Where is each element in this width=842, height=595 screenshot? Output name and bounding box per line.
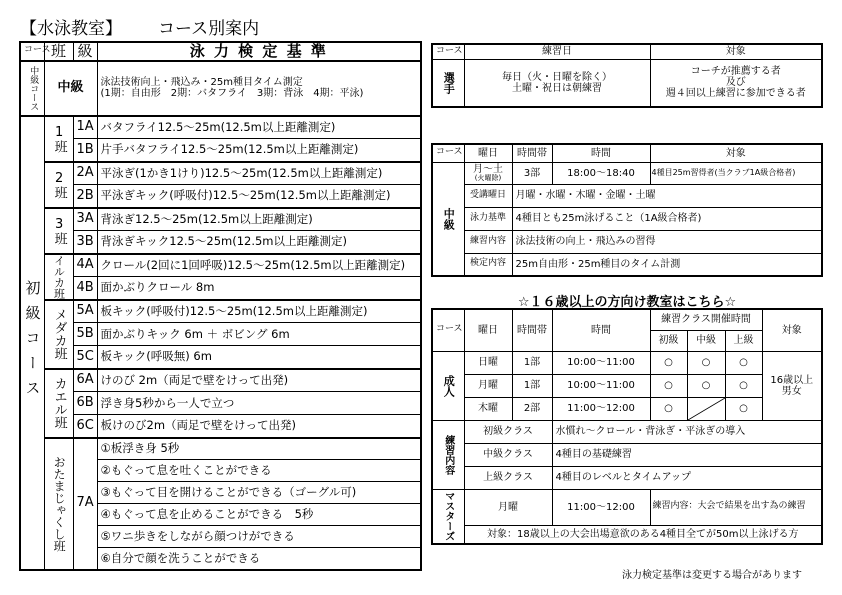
adult-r3-time: 11:00～12:00 <box>552 397 650 420</box>
chukyu-standard-l2: (1期：自由形 2期：バタフライ 3期：背泳 4期：平泳) <box>100 88 364 99</box>
masters-course: マスターズ <box>432 489 464 544</box>
chukyu-standard <box>97 61 421 116</box>
han-3: 3班 <box>44 208 73 254</box>
std-3a: 背泳ぎ12.5～25m(12.5m以上距離測定) <box>97 208 421 231</box>
footnote: 泳力検定基準は変更する場合があります <box>622 570 802 581</box>
kyu-2a: 2A <box>73 162 97 185</box>
adult-r3-u: ○ <box>725 397 762 420</box>
han-iruka: イルカ班 <box>44 254 73 300</box>
chu-day-note: (火曜除) <box>474 173 502 182</box>
adult-r3-b: ○ <box>650 397 687 420</box>
practice-cls-2: 中級クラス <box>464 443 552 466</box>
kyu-7a: 7A <box>73 438 97 570</box>
std-6c: 板けのび2m（両足で壁をけって出発) <box>97 415 421 438</box>
chu-hdr-time: 時間 <box>552 144 650 162</box>
adult-r2-b: ○ <box>650 374 687 397</box>
adult-r2-m: ○ <box>687 374 725 397</box>
std-5c: 板キック(呼吸無) 6m <box>97 346 421 369</box>
kyu-6a: 6A <box>73 369 97 392</box>
adult-r1-b: ○ <box>650 351 687 374</box>
senshu-table <box>431 43 823 108</box>
adult-r2-day: 月曜 <box>464 374 512 397</box>
hdr-kyu: 級 <box>73 42 97 61</box>
senshu-target-l3: 週４回以上練習に参加できる者 <box>665 88 806 100</box>
kyu-5c: 5C <box>73 346 97 369</box>
han-1: 1班 <box>44 116 73 162</box>
otama-item-3: ③もぐって目を開けることができる（ゴーグル可) <box>97 482 421 504</box>
std-5a: 板キック(呼吸付)12.5～25m(12.5m以上距離測定) <box>97 300 421 323</box>
adult-course: 成人 <box>432 351 464 420</box>
chukyu-kyu: 中級 <box>44 61 97 116</box>
std-4a: クロール(2回に1回呼吸)12.5～25m(12.5m以上距離測定) <box>97 254 421 277</box>
masters-content: 練習内容：大会で結果を出す為の練習 <box>650 489 822 525</box>
chu-slot: 3部 <box>512 162 552 184</box>
adult-r1-day: 日曜 <box>464 351 512 374</box>
chu-row2-label: 泳力基準 <box>464 207 512 230</box>
kyu-3a: 3A <box>73 208 97 231</box>
std-6a: けのび 2m（両足で壁をけって出発) <box>97 369 421 392</box>
senshu-target-l2: 及び <box>725 77 746 89</box>
std-1a: バタフライ12.5～25m(12.5m以上距離測定) <box>97 116 421 139</box>
adult-r2-slot: 1部 <box>512 374 552 397</box>
adult-hdr-upper: 上級 <box>725 330 762 351</box>
hdr-han: 班 <box>44 42 73 61</box>
kyu-6c: 6C <box>73 415 97 438</box>
masters-target: 対象：18歳以上の大会出場意欲のある4種目全てが50m以上泳げる方 <box>464 525 822 544</box>
kyu-4a: 4A <box>73 254 97 277</box>
title-sub: コース別案内 <box>158 19 260 39</box>
std-2b: 平泳ぎキック(呼吸付)12.5～25m(12.5m以上距離測定) <box>97 185 421 208</box>
kyu-3b: 3B <box>73 231 97 254</box>
otama-item-6: ⑥自分で顔を洗うことができる <box>97 548 421 570</box>
chu-row3-value: 泳法技術の向上・飛込みの習得 <box>512 230 822 253</box>
shokyu-course: 初級コース <box>20 116 44 570</box>
chu-hdr-course: コース <box>432 144 464 162</box>
chu-hdr-slot: 時間帯 <box>512 144 552 162</box>
kyu-6b: 6B <box>73 392 97 415</box>
adult-r1-slot: 1部 <box>512 351 552 374</box>
chu-row3-label: 練習内容 <box>464 230 512 253</box>
adult-hdr-course: コース <box>432 309 464 351</box>
practice-text-1: 水慣れ～クロール・背泳ぎ・平泳ぎの導入 <box>552 420 822 443</box>
adult-r2-u: ○ <box>725 374 762 397</box>
senshu-day-l1: 毎日（火・日曜を除く） <box>502 71 612 83</box>
otama-item-4: ④もぐって息を止めることができる 5秒 <box>97 504 421 526</box>
otama-item-2: ②もぐって息を吐くことができる <box>97 460 421 482</box>
page-title <box>20 14 259 39</box>
chukyu-course: 中級コース <box>20 61 44 116</box>
chu-row1-label: 受講曜日 <box>464 184 512 207</box>
chu-row1-value: 月曜・水曜・木曜・金曜・土曜 <box>512 184 822 207</box>
adult-hdr-mid: 中級 <box>687 330 725 351</box>
adult-hdr-time: 時間 <box>552 309 650 351</box>
otama-item-5: ⑤ワニ歩きをしながら顔つけができる <box>97 526 421 548</box>
otama-item-1: ①板浮き身 5秒 <box>97 438 421 460</box>
adult-hdr-beginner: 初級 <box>650 330 687 351</box>
adult-target <box>762 351 822 420</box>
chu-row4-value: 25m自由形・25m種目のタイム計測 <box>512 253 822 276</box>
adult-target-l2: 男女 <box>781 385 802 397</box>
han-otama: おたまじゃくし班 <box>44 438 73 570</box>
chu-hdr-day: 曜日 <box>464 144 512 162</box>
masters-time: 11:00～12:00 <box>552 489 650 525</box>
kyu-1a: 1A <box>73 116 97 139</box>
std-1b: 片手バタフライ12.5～25m(12.5m以上距離測定) <box>97 139 421 162</box>
adult-hdr-slot: 時間帯 <box>512 309 552 351</box>
std-3b: 背泳ぎキック12.5～25m(12.5m以上距離測定) <box>97 231 421 254</box>
chu-course: 中級 <box>432 162 464 276</box>
practice-course: 練習内容 <box>432 420 464 489</box>
adult-r3-day: 木曜 <box>464 397 512 420</box>
adult-r2-time: 10:00～11:00 <box>552 374 650 397</box>
adult-r3-m-diagonal <box>687 397 725 420</box>
chu-row4-label: 検定内容 <box>464 253 512 276</box>
senshu-hdr-target: 対象 <box>650 44 822 59</box>
chu-day-main: 月～土 <box>473 163 503 175</box>
kyu-4b: 4B <box>73 277 97 300</box>
chu-target: 4種目25m習得者(当クラブ1A級合格者) <box>650 162 822 184</box>
senshu-day <box>464 59 650 107</box>
han-medaka: メダカ班 <box>44 300 73 369</box>
kyu-5a: 5A <box>73 300 97 323</box>
senshu-target <box>650 59 822 107</box>
kyu-1b: 1B <box>73 139 97 162</box>
han-2: 2班 <box>44 162 73 208</box>
std-5b: 面かぶりキック 6m ＋ ボビング 6m <box>97 323 421 346</box>
senshu-hdr-day: 練習日 <box>464 44 650 59</box>
practice-text-3: 4種目のレベルとタイムアップ <box>552 466 822 489</box>
diagonal-slash-icon <box>688 398 725 420</box>
chukyu-standard-l1: 泳法技術向上・飛込み・25m種目タイム測定 <box>100 77 303 88</box>
practice-text-2: 4種目の基礎練習 <box>552 443 822 466</box>
senshu-target-l1: コーチが推薦する者 <box>690 66 781 78</box>
kyu-2b: 2B <box>73 185 97 208</box>
title-org: 【水泳教室】 <box>20 19 122 39</box>
senshu-course: 選手 <box>432 59 464 107</box>
masters-day: 月曜 <box>464 489 552 525</box>
senshu-day-l2: 土曜・祝日は朝練習 <box>512 82 602 94</box>
hdr-course: コース <box>20 42 44 61</box>
chukyu-schedule-table <box>431 143 823 277</box>
chu-row2-value: 4種目とも25m泳げること（1A級合格者) <box>512 207 822 230</box>
adult-r1-m: ○ <box>687 351 725 374</box>
chu-hdr-target: 対象 <box>650 144 822 162</box>
senshu-hdr-course: コース <box>432 44 464 59</box>
adult-table <box>431 308 823 545</box>
adult-hdr-target: 対象 <box>762 309 822 351</box>
practice-cls-1: 初級クラス <box>464 420 552 443</box>
hdr-standard: 泳 力 検 定 基 準 <box>97 42 421 61</box>
adult-r1-time: 10:00～11:00 <box>552 351 650 374</box>
practice-cls-3: 上級クラス <box>464 466 552 489</box>
adult-target-l1: 16歳以上 <box>770 374 814 386</box>
swim-standard-table <box>19 41 422 571</box>
adult-r1-u: ○ <box>725 351 762 374</box>
chu-day <box>464 162 512 184</box>
std-2a: 平泳ぎ(1かき1けり)12.5～25m(12.5m以上距離測定) <box>97 162 421 185</box>
chu-time: 18:00～18:40 <box>552 162 650 184</box>
adult-hdr-day: 曜日 <box>464 309 512 351</box>
adult-r3-slot: 2部 <box>512 397 552 420</box>
han-kaeru: カエル班 <box>44 369 73 438</box>
std-6b: 浮き身5秒から一人で立つ <box>97 392 421 415</box>
adult-headline: ☆１６歳以上の方向け教室はこちら☆ <box>517 295 737 310</box>
std-4b: 面かぶりクロール 8m <box>97 277 421 300</box>
kyu-5b: 5B <box>73 323 97 346</box>
adult-hdr-open: 練習クラス開催時間 <box>650 309 762 330</box>
